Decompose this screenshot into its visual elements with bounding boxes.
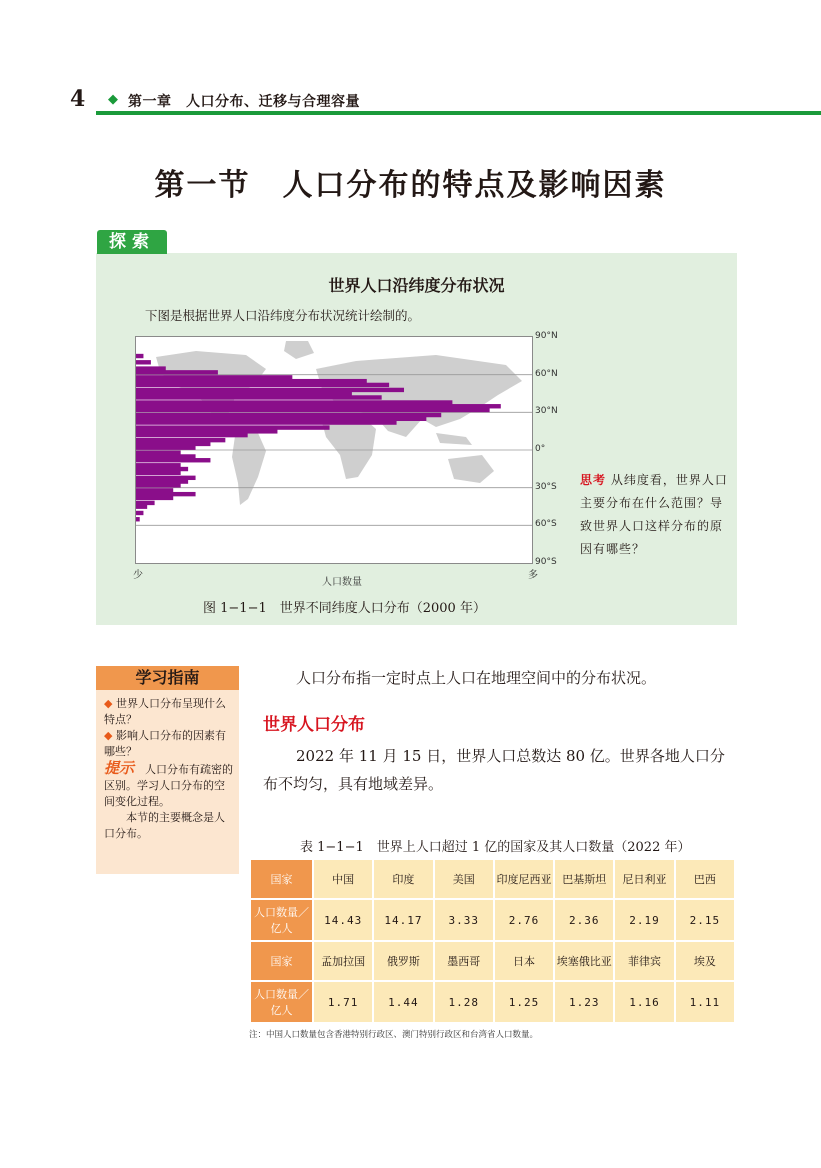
think-box: [580, 469, 730, 561]
table-note: 注：中国人口数量包含香港特别行政区、澳门特别行政区和台湾省人口数量。: [249, 1030, 539, 1040]
hint-label: 提示: [104, 759, 135, 777]
country-cell: 中国: [313, 859, 373, 899]
population-bar: [136, 454, 196, 458]
population-bar: [136, 488, 173, 492]
guide-concept: 本节的主要概念是人口分布。: [104, 811, 225, 840]
population-value-cell: 14.43: [313, 899, 373, 941]
latitude-label: 0°: [535, 444, 546, 454]
country-cell: 菲律宾: [614, 941, 674, 981]
think-text: 从纬度看，世界人口主要分布在什么范围？导致世界人口这样分布的原因有哪些？: [580, 473, 728, 556]
country-cell: 俄罗斯: [373, 941, 433, 981]
hint-text: 人口分布有疏密的区别。学习人口分布的空间变化过程。: [104, 763, 234, 808]
population-value-cell: 2.15: [675, 899, 735, 941]
x-axis-title: 人口数量: [322, 577, 362, 588]
population-bar: [136, 404, 501, 408]
header-rule: [96, 111, 821, 115]
population-bar: [136, 379, 367, 383]
country-cell: 日本: [494, 941, 554, 981]
population-value-cell: 1.25: [494, 981, 554, 1023]
population-bar: [136, 463, 181, 467]
population-bar: [136, 476, 196, 480]
population-value-cell: 1.11: [675, 981, 735, 1023]
table-row: [250, 859, 735, 899]
population-bar: [136, 417, 426, 421]
row-header-country: 国家: [250, 941, 313, 981]
population-bar: [136, 433, 248, 437]
population-bar: [136, 388, 404, 392]
population-bar: [136, 429, 277, 433]
country-cell: 巴西: [675, 859, 735, 899]
table-row: [250, 941, 735, 981]
country-cell: 埃及: [675, 941, 735, 981]
country-cell: 印度尼西亚: [494, 859, 554, 899]
population-bar: [136, 375, 292, 379]
population-bar: [136, 408, 490, 412]
country-cell: 尼日利亚: [614, 859, 674, 899]
think-title: 思考: [580, 473, 607, 487]
page-number: 4: [70, 86, 86, 112]
population-value-cell: 2.19: [614, 899, 674, 941]
table-caption: 表 1−1−1 世界上人口超过 1 亿的国家及其人口数量（2022 年）: [300, 840, 691, 855]
population-bar: [136, 420, 397, 424]
latitude-label: 90°S: [535, 557, 557, 567]
population-bar: [136, 458, 210, 462]
guide-item-text: 世界人口分布呈现什么特点？: [104, 697, 226, 726]
guide-item-text: 影响人口分布的因素有哪些？: [104, 729, 226, 758]
paragraph-line: 2022 年 11 月 15 日，世界人口总数达 80 亿。世界各地人口分: [296, 747, 725, 765]
population-bar: [136, 442, 210, 446]
row-header-population: 人口数量／亿人: [250, 899, 313, 941]
population-bar: [136, 479, 188, 483]
diamond-bullet-icon: ◆: [104, 697, 113, 710]
population-bar: [136, 517, 140, 521]
population-value-cell: 1.28: [434, 981, 494, 1023]
population-value-cell: 1.23: [554, 981, 614, 1023]
country-cell: 巴基斯坦: [554, 859, 614, 899]
population-bar: [136, 354, 143, 358]
population-bar: [136, 501, 155, 505]
x-axis-left-label: 少: [133, 570, 143, 581]
chapter-title: 第一章 人口分布、迁移与合理容量: [128, 94, 360, 110]
figure-intro: 下图是根据世界人口沿纬度分布状况统计绘制的。: [145, 308, 421, 323]
population-value-cell: 2.76: [494, 899, 554, 941]
population-value-cell: 1.71: [313, 981, 373, 1023]
population-bar: [136, 425, 330, 429]
population-bar: [136, 413, 441, 417]
guide-item: [104, 728, 234, 760]
guide-hint: [104, 760, 234, 810]
population-bar: [136, 383, 389, 387]
country-cell: 墨西哥: [434, 941, 494, 981]
table-row: [250, 899, 735, 941]
intro-paragraph: 人口分布指一定时点上人口在地理空间中的分布状况。: [296, 669, 657, 687]
population-bar: [136, 451, 181, 455]
population-bar: [136, 400, 452, 404]
explore-tab: 探索: [97, 230, 167, 254]
x-axis-right-label: 多: [528, 570, 538, 581]
population-value-cell: 3.33: [434, 899, 494, 941]
figure-title: 世界人口沿纬度分布状况: [328, 276, 505, 295]
figure-caption: 图 1−1−1 世界不同纬度人口分布（2000 年）: [203, 601, 486, 616]
diamond-bullet-icon: ◆: [104, 729, 113, 742]
population-bar: [136, 483, 181, 487]
section-title: 第一节 人口分布的特点及影响因素: [154, 168, 667, 203]
population-table: [249, 858, 736, 1024]
paragraph-line: 布不均匀，具有地域差异。: [263, 775, 444, 793]
guide-title: 学习指南: [96, 666, 239, 690]
population-bar: [136, 395, 382, 399]
country-cell: 埃塞俄比亚: [554, 941, 614, 981]
population-bar: [136, 496, 173, 500]
population-bar: [136, 370, 218, 374]
population-value-cell: 1.16: [614, 981, 674, 1023]
country-cell: 美国: [434, 859, 494, 899]
population-bar: [136, 511, 143, 515]
guide-content: [104, 696, 234, 842]
population-bar: [136, 438, 225, 442]
row-header-country: 国家: [250, 859, 313, 899]
population-bar: [136, 492, 196, 496]
population-bar: [136, 392, 352, 396]
population-value-cell: 14.17: [373, 899, 433, 941]
population-latitude-chart: [135, 336, 533, 564]
country-cell: 印度: [373, 859, 433, 899]
chart-svg: [136, 337, 532, 563]
row-header-population: 人口数量／亿人: [250, 981, 313, 1023]
population-bar: [136, 467, 188, 471]
latitude-label: 30°N: [535, 406, 558, 417]
population-bar: [136, 445, 196, 449]
latitude-label: 60°N: [535, 368, 558, 379]
population-bar: [136, 366, 166, 370]
subsection-title: 世界人口分布: [263, 715, 365, 735]
country-cell: 孟加拉国: [313, 941, 373, 981]
population-bar: [136, 471, 181, 475]
population-bar: [136, 505, 147, 509]
population-bar: [136, 360, 151, 364]
latitude-label: 90°N: [535, 331, 558, 341]
population-value-cell: 1.44: [373, 981, 433, 1023]
table-row: [250, 981, 735, 1023]
guide-item: [104, 696, 234, 728]
latitude-label: 60°S: [535, 519, 557, 530]
population-value-cell: 2.36: [554, 899, 614, 941]
latitude-label: 30°S: [535, 481, 557, 492]
diamond-icon: ◆: [108, 92, 118, 107]
